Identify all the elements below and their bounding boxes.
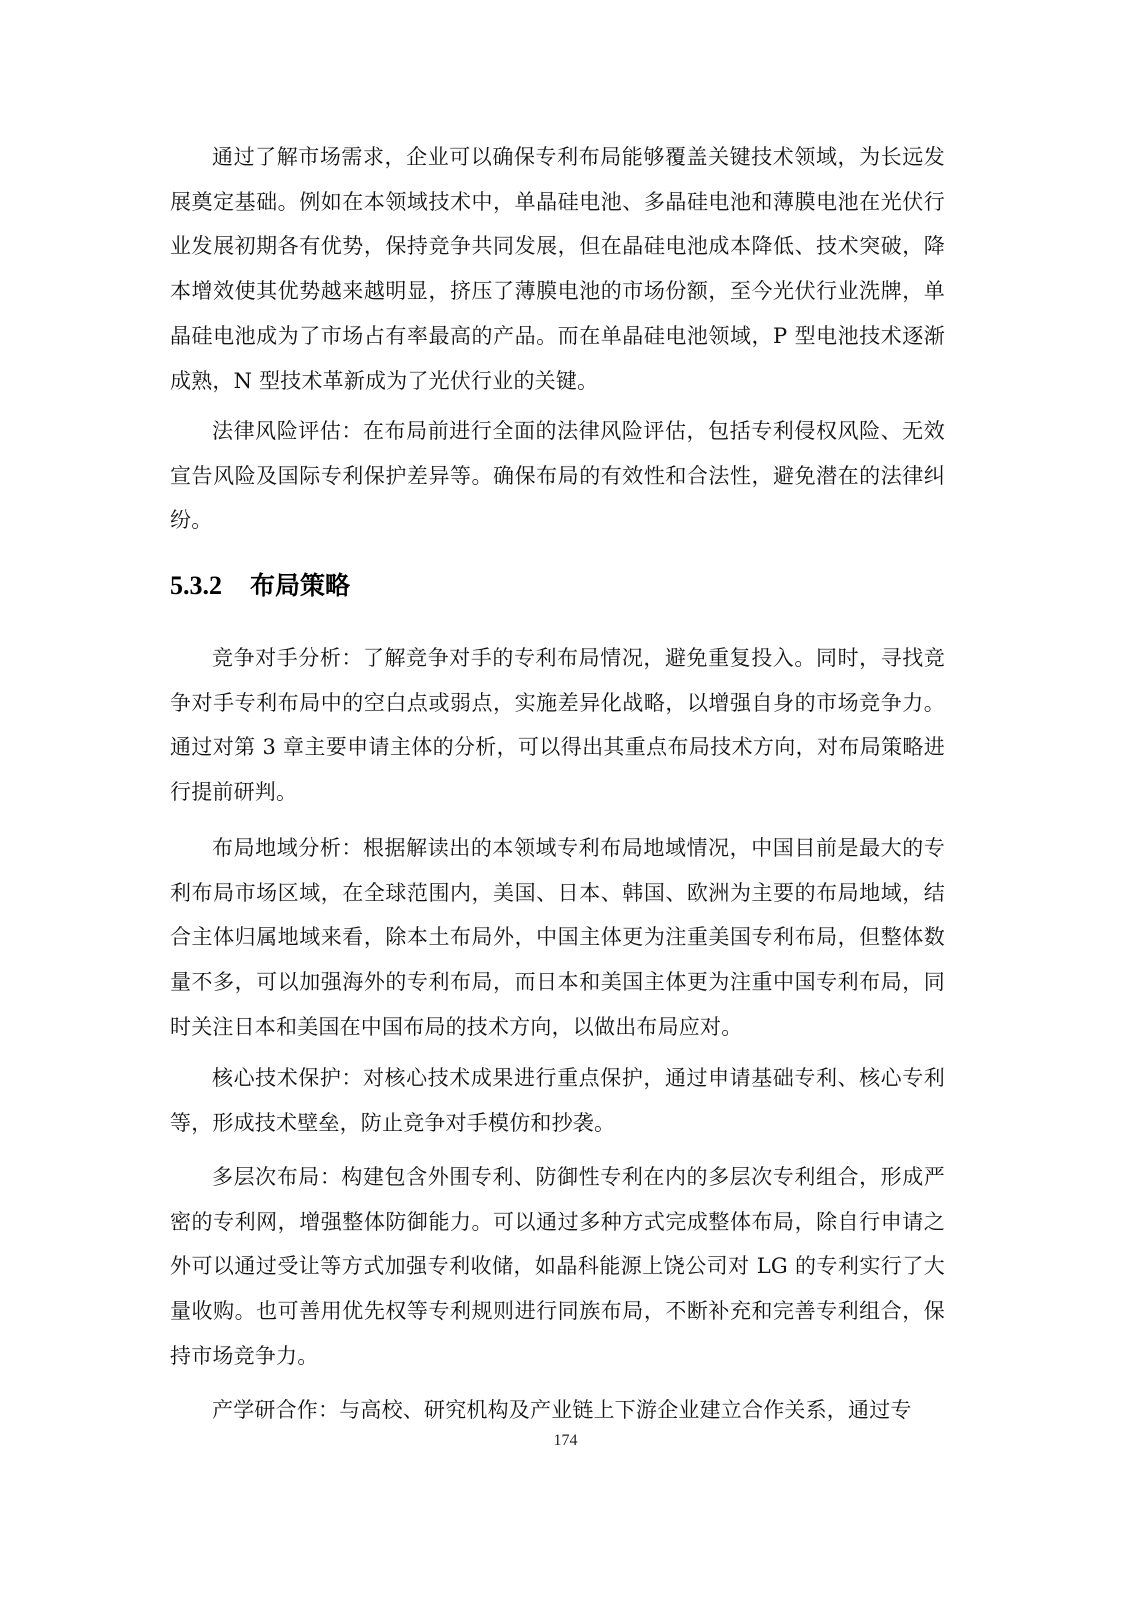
section-title: 布局策略: [250, 571, 351, 600]
paragraph-multilevel-layout: 多层次布局：构建包含外围专利、防御性专利在内的多层次专利组合，形成严密的专利网，增强整体防御能力。可以通过多种方式完成整体布局，除自行申请之外可以通过受让等方式加强专利收储，如晶科能源上饶公司对 LG 的专利实行了大量收购。也可善用优先权等专利规则进行同族布局，不断补充和完善专利组合，保持市场竞争力。: [170, 1165, 945, 1368]
page-number: 174: [553, 1432, 578, 1449]
paragraph-market-demand: 通过了解市场需求，企业可以确保专利布局能够覆盖关键技术领域，为长远发展奠定基础。例如在本领域技术中，单晶硅电池、多晶硅电池和薄膜电池在光伏行业发展初期各有优势，保持竞争共同发展，但在晶硅电池成本降低、技术突破，降本增效使其优势越来越明显，挤压了薄膜电池的市场份额，至今光伏行业洗牌，单晶硅电池成为了市场占有率最高的产品。而在单晶硅电池领域，P 型电池技术逐渐成熟，N 型技术革新成为了光伏行业的关键。: [170, 145, 945, 393]
paragraph-competitor-analysis: 竞争对手分析：了解竞争对手的专利布局情况，避免重复投入。同时，寻找竞争对手专利布局中的空白点或弱点，实施差异化战略，以增强自身的市场竞争力。通过对第 3 章主要申请主体的分析，可以得出其重点布局技术方向，对布局策略进行提前研判。: [170, 646, 945, 805]
section-number: 5.3.2: [170, 571, 222, 600]
paragraph-industry-cooperation: 产学研合作：与高校、研究机构及产业链上下游企业建立合作关系，通过专: [212, 1398, 912, 1422]
paragraph-region-analysis: 布局地域分析：根据解读出的本领域专利布局地域情况，中国目前是最大的专利布局市场区域，在全球范围内，美国、日本、韩国、欧洲为主要的布局地域，结合主体归属地域来看，除本土布局外，中国主体更为注重美国专利布局，但整体数量不多，可以加强海外的专利布局，而日本和美国主体更为注重中国专利布局，同时关注日本和美国在中国布局的技术方向，以做出布局应对。: [170, 836, 945, 1039]
section-heading: [170, 564, 350, 608]
paragraph-legal-risk: 法律风险评估：在布局前进行全面的法律风险评估，包括专利侵权风险、无效宣告风险及国际专利保护差异等。确保布局的有效性和合法性，避免潜在的法律纠纷。: [170, 419, 945, 533]
paragraph-core-tech-protection: 核心技术保护：对核心技术成果进行重点保护，通过申请基础专利、核心专利等，形成技术壁垒，防止竞争对手模仿和抄袭。: [170, 1066, 945, 1135]
